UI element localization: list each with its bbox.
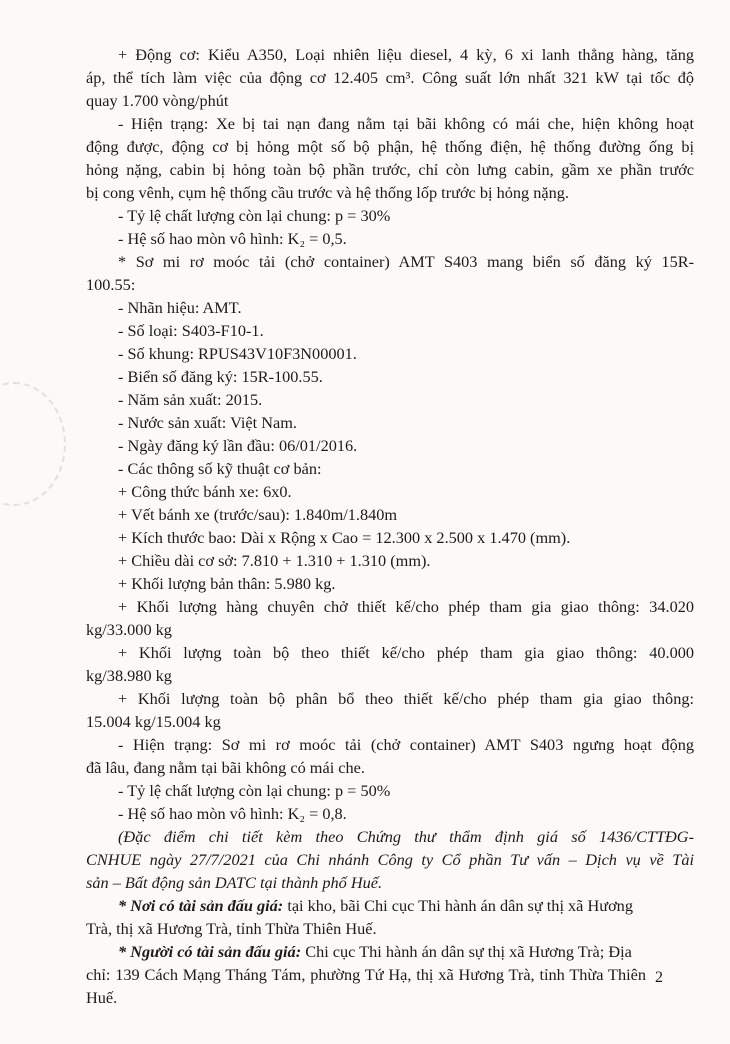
text-line: + Khối lượng toàn bộ phân bổ theo thiết kế/cho phép tham gia giao thông: — [118, 689, 694, 708]
text-line: + Khối lượng toàn bộ theo thiết kế/cho phép tham gia giao thông: 40.000 — [118, 643, 694, 662]
text-line: 100.55: — [86, 275, 136, 294]
text-line: chỉ: 139 Cách Mạng Tháng Tám, phường Tứ Hạ, thị xã Hương Trà, tỉnh Thừa Thiên — [86, 965, 646, 984]
text-line: kg/38.980 kg — [86, 666, 172, 685]
text-line: hỏng nặng, cabin bị hỏng toàn bộ phần trước, chỉ còn lưng cabin, gầm xe phần trước — [86, 160, 694, 179]
auction-location-label: * Nơi có tài sản đấu giá: — [118, 896, 284, 915]
text-line: - Hiện trạng: Xe bị tai nạn đang nằm tại bãi không có mái che, hiện không hoạt — [118, 114, 694, 133]
text-line: - Biển số đăng ký: 15R-100.55. — [118, 367, 323, 386]
text-line: - Hệ số hao mòn vô hình: K₂ = 0,8. — [118, 804, 347, 823]
text-line: kg/33.000 kg — [86, 620, 172, 639]
text-line: - Năm sản xuất: 2015. — [118, 390, 263, 409]
text-line: - Số khung: RPUS43V10F3N00001. — [118, 344, 357, 363]
page-number: 2 — [655, 969, 663, 986]
text-line: động được, động cơ bị hỏng một số bộ phận, hệ thống điện, hệ thống đường ống bị — [86, 137, 694, 156]
text-line — [118, 942, 632, 962]
asset-owner-value: Chi cục Thi hành án dân sự thị xã Hương Trà; Địa — [305, 942, 632, 961]
text-line: CNHUE ngày 27/7/2021 của Chi nhánh Công ty Cổ phần Tư vấn – Dịch vụ về Tài — [86, 850, 694, 869]
text-line: + Chiều dài cơ sở: 7.810 + 1.310 + 1.310 (mm). — [118, 551, 431, 570]
text-line: + Công thức bánh xe: 6x0. — [118, 482, 292, 501]
text-line: + Kích thước bao: Dài x Rộng x Cao = 12.300 x 2.500 x 1.470 (mm). — [118, 528, 571, 547]
text-line: + Động cơ: Kiểu A350, Loại nhiên liệu diesel, 4 kỳ, 6 xi lanh thẳng hàng, tăng — [118, 45, 694, 64]
auction-location-value: tại kho, bãi Chi cục Thi hành án dân sự thị xã Hương — [287, 896, 633, 915]
text-line — [118, 896, 633, 916]
text-line: sản – Bất động sản DATC tại thành phố Huế. — [86, 873, 383, 892]
text-line: + Vết bánh xe (trước/sau): 1.840m/1.840m — [118, 505, 398, 524]
text-line: bị cong vênh, cụm hệ thống cầu trước và hệ thống lốp trước bị hỏng nặng. — [86, 183, 569, 202]
text-line: 15.004 kg/15.004 kg — [86, 712, 221, 731]
text-line: - Các thông số kỹ thuật cơ bản: — [118, 459, 322, 478]
text-line: đã lâu, đang nằm tại bãi không có mái che. — [86, 758, 365, 777]
text-line: - Tỷ lệ chất lượng còn lại chung: p = 50% — [118, 781, 391, 800]
text-line: - Hiện trạng: Sơ mi rơ moóc tải (chở container) AMT S403 ngưng hoạt động — [118, 735, 694, 754]
text-line: Huế. — [86, 988, 118, 1007]
text-line: Trà, thị xã Hương Trà, tỉnh Thừa Thiên Huế. — [86, 919, 377, 938]
text-line: - Nhãn hiệu: AMT. — [118, 298, 242, 317]
text-line: - Số loại: S403-F10-1. — [118, 321, 264, 340]
text-line: + Khối lượng hàng chuyên chở thiết kế/cho phép tham gia giao thông: 34.020 — [118, 597, 694, 616]
faded-stamp-mark — [0, 382, 66, 506]
text-line: - Tỷ lệ chất lượng còn lại chung: p = 30% — [118, 206, 391, 225]
text-line: + Khối lượng bản thân: 5.980 kg. — [118, 574, 336, 593]
asset-owner-label: * Người có tài sản đấu giá: — [118, 942, 302, 961]
text-line: - Hệ số hao mòn vô hình: K₂ = 0,5. — [118, 229, 347, 248]
text-line: * Sơ mi rơ moóc tải (chở container) AMT S403 mang biển số đăng ký 15R- — [118, 252, 694, 271]
text-line: quay 1.700 vòng/phút — [86, 91, 229, 110]
text-line: (Đặc điểm chi tiết kèm theo Chứng thư thẩm định giá số 1436/CTTĐG- — [118, 827, 694, 846]
text-line: áp, thể tích làm việc của động cơ 12.405 cm³. Công suất lớn nhất 321 kW tại tốc độ — [86, 68, 694, 87]
text-line: - Nước sản xuất: Việt Nam. — [118, 413, 297, 432]
text-line: - Ngày đăng ký lần đầu: 06/01/2016. — [118, 436, 358, 455]
